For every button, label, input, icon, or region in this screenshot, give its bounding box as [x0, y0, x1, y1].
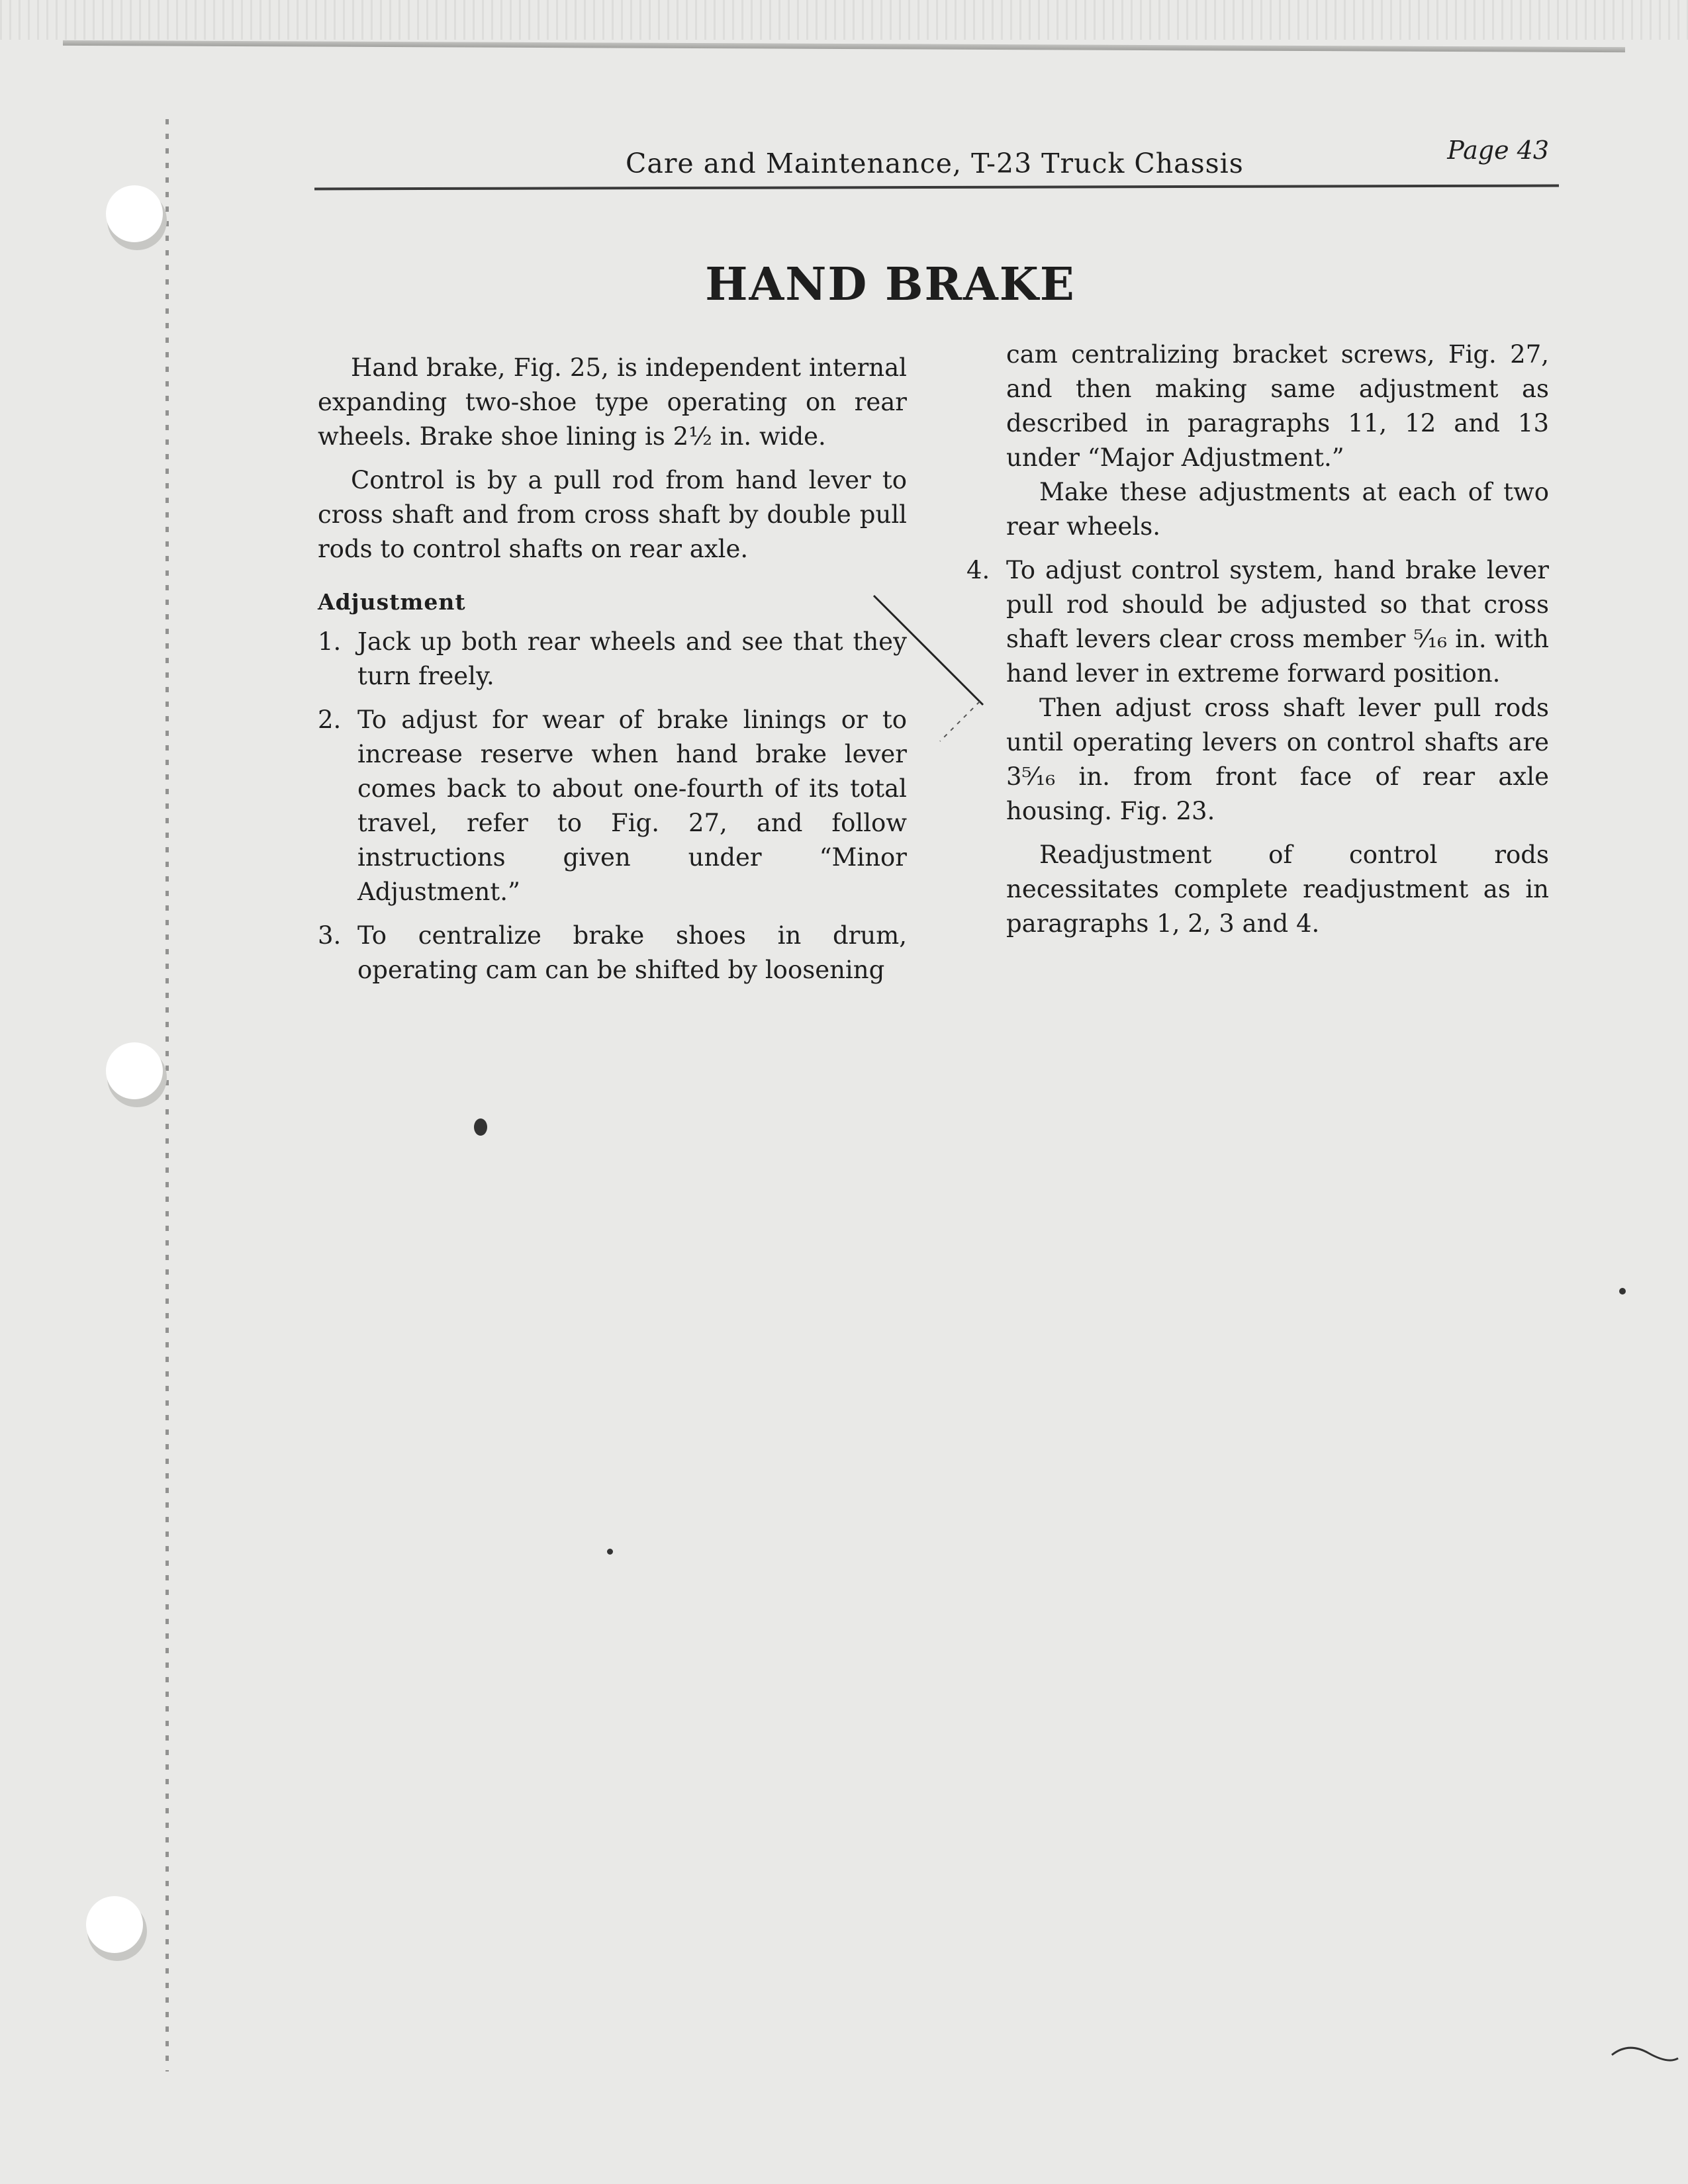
running-header [314, 136, 1559, 189]
list-item-1 [318, 625, 907, 694]
top-edge-rule [63, 40, 1625, 52]
scan-speckle [0, 0, 1688, 40]
closing-paragraph: Readjustment of control rods necessitates complete readjustment as in paragraphs 1, 2, 3 and 4. [1006, 841, 1549, 938]
page-number: Page 43 [1447, 136, 1549, 165]
item-4-followup: Then adjust cross shaft lever pull rods until operating levers on control shafts are 3⁵⁄₁₆ in. from front face of rear axle housing. Fig. 23. [1006, 694, 1549, 825]
list-text: To centralize brake shoes in drum, operating cam can be shifted by loosening [357, 921, 907, 984]
item-3-continuation: cam centralizing bracket screws, Fig. 27, and then making same adjustment as described in paragraphs 11, 12 and 13 under “Major Adjustment.” [1006, 340, 1549, 472]
header-rule [314, 185, 1559, 191]
intro-paragraph-1: Hand brake, Fig. 25, is independent internal expanding two-shoe type operating on rear wheels. Brake shoe lining is 2½ in. wide. [318, 353, 907, 451]
section-title: HAND BRAKE [705, 258, 1076, 311]
ink-dot [607, 1549, 613, 1555]
pencil-stroke-mark [867, 589, 1026, 748]
ink-dot [1619, 1288, 1626, 1295]
list-number: 2. [318, 705, 342, 734]
punch-hole-middle [106, 1042, 163, 1099]
list-item-2 [318, 703, 907, 909]
list-number: 3. [318, 921, 342, 950]
list-text: Jack up both rear wheels and see that they turn freely. [357, 627, 907, 690]
list-item-4 [966, 553, 1549, 691]
left-column [318, 351, 907, 987]
ink-blot [474, 1118, 487, 1136]
list-item-3 [318, 919, 907, 987]
margin-scribble [1609, 2038, 1681, 2065]
adjustment-subheading: Adjustment [318, 589, 466, 615]
right-column [966, 338, 1549, 941]
list-text: To adjust control system, hand brake lever pull rod should be adjusted so that cross shaft levers clear cross member ⁵⁄₁₆ in. with hand lever in extreme forward position. [1006, 556, 1549, 688]
item-3-note: Make these adjustments at each of two rear wheels. [1006, 478, 1549, 541]
list-number: 1. [318, 627, 342, 656]
punch-hole-bottom [86, 1896, 143, 1953]
list-number: 4. [966, 556, 990, 584]
list-text: To adjust for wear of brake linings or to increase reserve when hand brake lever comes back to about one-fourth of its total travel, refer to Fig. 27, and follow instructions given under “Minor Adjustment.” [357, 705, 907, 906]
header-title: Care and Maintenance, T-23 Truck Chassis [626, 148, 1244, 179]
intro-paragraph-2: Control is by a pull rod from hand lever to cross shaft and from cross shaft by double pull rods to control shafts on rear axle. [318, 466, 907, 563]
binding-margin-line [165, 119, 169, 2071]
punch-hole-top [106, 185, 163, 242]
